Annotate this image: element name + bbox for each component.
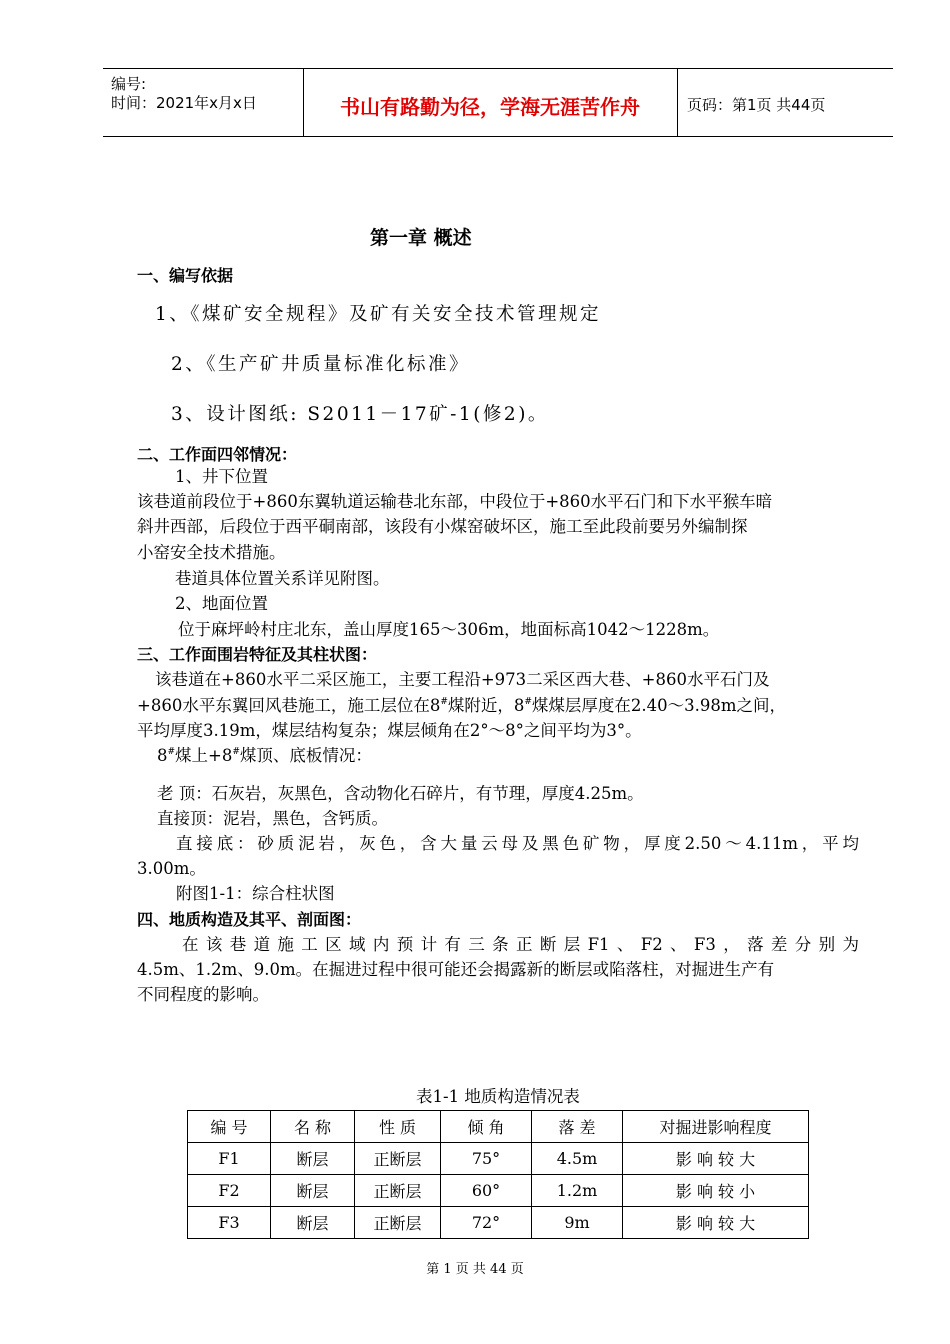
table-cell: 4.5m	[532, 1143, 623, 1175]
table-cell: 断层	[271, 1175, 355, 1207]
section3-heading: 三、工作面围岩特征及其柱状图：	[137, 645, 378, 664]
surrounding-rock-line-2: +860水平东翼回风巷施工，施工层位在8#煤附近，8#煤煤层厚度在2.40～3.98m之间，	[137, 696, 787, 715]
table-header-cell: 对掘进影响程度	[623, 1111, 809, 1143]
table-header-cell: 性 质	[355, 1111, 441, 1143]
table-cell: 正断层	[355, 1143, 441, 1175]
geology-line-1: 在该巷道施工区域内预计有三条正断层F1、F2、F3，落差分别为	[182, 935, 859, 954]
coal-roof-floor-heading: 8#煤上+8#煤顶、底板情况：	[157, 746, 372, 765]
figure-note: 附图1-1：综合柱状图	[176, 884, 335, 903]
table-cell: 断层	[271, 1207, 355, 1239]
table-cell: F2	[188, 1175, 271, 1207]
underground-position-line-3: 小窑安全技术措施。	[137, 543, 286, 562]
old-roof-text: 老 顶：石灰岩，灰黑色，含动物化石碎片，有节理，厚度4.25m。	[157, 784, 644, 803]
position-reference: 巷道具体位置关系详见附图。	[175, 569, 390, 588]
table-header-row	[188, 1111, 809, 1143]
underground-position-line-2: 斜井西部，后段位于西平硐南部，该段有小煤窑破坏区，施工至此段前要另外编制探	[137, 517, 748, 536]
table-cell: 1.2m	[532, 1175, 623, 1207]
basis-item-2: 2、《生产矿井质量标准化标准》	[171, 354, 471, 375]
page-label: 页码：第1页 共44页	[687, 96, 826, 114]
table-header-cell: 倾 角	[441, 1111, 532, 1143]
table-cell: 断层	[271, 1143, 355, 1175]
direct-roof-text: 直接顶：泥岩，黑色，含钙质。	[157, 809, 388, 828]
table-row	[188, 1143, 809, 1175]
header-left-cell	[103, 69, 304, 136]
underground-position-heading: 1、井下位置	[175, 467, 268, 486]
page-footer: 第 1 页 共 44 页	[426, 1262, 524, 1277]
header-right-cell	[678, 69, 893, 136]
surrounding-rock-line-3: 平均厚度3.19m，煤层结构复杂；煤层倾角在2°～8°之间平均为3°。	[137, 721, 642, 740]
chapter-title: 第一章 概述	[370, 227, 472, 249]
underground-position-line-1: 该巷道前段位于+860东翼轨道运输巷北东部，中段位于+860水平石门和下水平猴车暗	[137, 492, 773, 511]
table-header-cell: 编 号	[188, 1111, 271, 1143]
table-cell: 75°	[441, 1143, 532, 1175]
surface-position-text: 位于麻坪岭村庄北东，盖山厚度165～306m，地面标高1042～1228m。	[178, 620, 720, 639]
table-cell: 60°	[441, 1175, 532, 1207]
basis-item-3: 3、设计图纸: S2011－17矿-1(修2)。	[171, 404, 549, 425]
table-cell: F1	[188, 1143, 271, 1175]
table-cell: 影 响 较 大	[623, 1143, 809, 1175]
table-cell: 影 响 较 大	[623, 1207, 809, 1239]
motto: 书山有路勤为径，学海无涯苦作舟	[340, 95, 640, 119]
section1-heading: 一、编写依据	[137, 266, 234, 285]
surface-position-heading: 2、地面位置	[175, 594, 268, 613]
basis-item-1: 1、《煤矿安全规程》及矿有关安全技术管理规定	[155, 304, 602, 325]
date-label: 时间：2021年x月x日	[111, 94, 257, 112]
table-header-cell: 名 称	[271, 1111, 355, 1143]
geology-table	[187, 1110, 809, 1239]
table-cell: 正断层	[355, 1175, 441, 1207]
section4-heading: 四、地质构造及其平、剖面图：	[137, 910, 362, 929]
section2-heading: 二、工作面四邻情况：	[137, 445, 298, 464]
direct-floor-line-2: 3.00m。	[137, 859, 206, 878]
table-row	[188, 1207, 809, 1239]
geology-line-3: 不同程度的影响。	[137, 985, 269, 1004]
header-motto-cell	[303, 69, 678, 136]
direct-floor-line-1: 直接底：砂质泥岩，灰色，含大量云母及黑色矿物，厚度2.50～4.11m，平均	[176, 834, 859, 853]
table-cell: 9m	[532, 1207, 623, 1239]
table-row	[188, 1175, 809, 1207]
table-header-cell: 落 差	[532, 1111, 623, 1143]
surrounding-rock-line-1: 该巷道在+860水平二采区施工，主要工程沿+973二采区西大巷、+860水平石门及	[155, 670, 770, 689]
number-label: 编号:	[111, 75, 147, 93]
table-caption: 表1-1 地质构造情况表	[416, 1087, 580, 1106]
table-cell: 72°	[441, 1207, 532, 1239]
table-cell: 正断层	[355, 1207, 441, 1239]
table-cell: 影 响 较 小	[623, 1175, 809, 1207]
geology-line-2: 4.5m、1.2m、9.0m。在掘进过程中很可能还会揭露新的断层或陷落柱，对掘进生产有	[137, 960, 775, 979]
page-header	[103, 68, 893, 137]
table-cell: F3	[188, 1207, 271, 1239]
